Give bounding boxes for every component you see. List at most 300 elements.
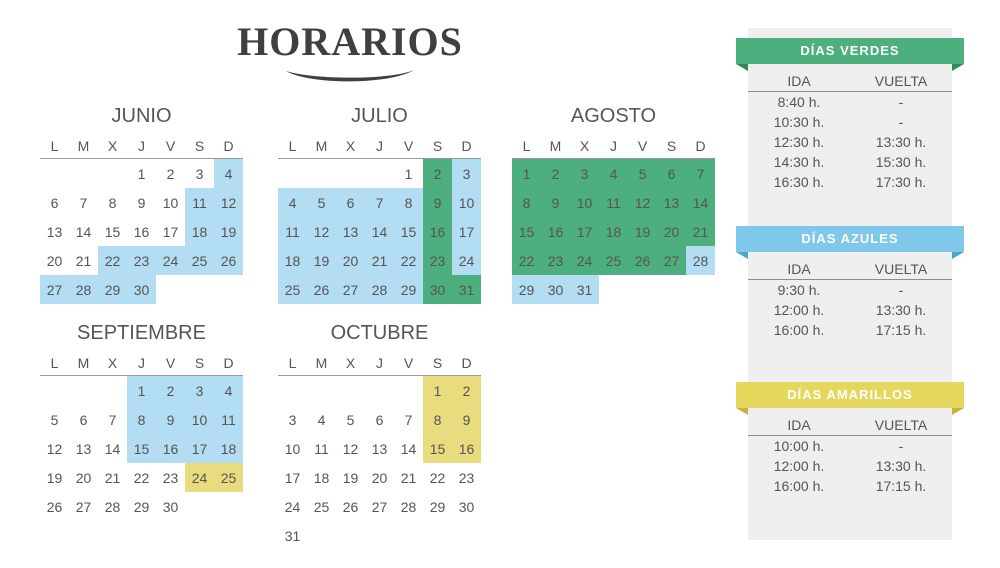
calendar-day-cell[interactable]: 4: [317, 411, 326, 428]
calendar-junio: [40, 105, 243, 304]
calendar-day-cell[interactable]: 2: [541, 159, 570, 189]
calendar-day-cell[interactable]: 25: [185, 246, 214, 275]
calendar-week-row: [278, 217, 481, 246]
calendar-day-cell[interactable]: 26: [342, 498, 359, 515]
weekday-header: V: [394, 134, 423, 159]
schedule-table-verdes: [748, 72, 952, 192]
schedule-cell-vuelta: 13:30 h.: [875, 302, 927, 318]
calendar-day-cell[interactable]: 6: [50, 194, 59, 211]
calendar-day-cell[interactable]: 30: [541, 275, 570, 304]
calendar-day-cell[interactable]: [98, 376, 127, 406]
legend-ribbon-label: DÍAS AMARILLOS: [787, 387, 913, 402]
schedule-cell-vuelta: 17:15 h.: [875, 478, 927, 494]
calendar-day-cell[interactable]: 28: [365, 275, 394, 304]
weekday-header: V: [156, 351, 185, 376]
calendar-day-cell[interactable]: 31: [570, 275, 599, 304]
calendar-julio: [278, 105, 481, 304]
calendar-day-cell[interactable]: 8: [127, 405, 156, 434]
calendar-agosto: [512, 105, 715, 304]
calendar-day-cell[interactable]: 21: [365, 246, 394, 275]
calendar-day-cell[interactable]: 29: [133, 498, 150, 515]
calendar-octubre: [278, 322, 481, 550]
calendar-day-cell[interactable]: 29: [512, 275, 541, 304]
calendar-day-cell[interactable]: 26: [46, 498, 63, 515]
schedule-table-amarillos: [748, 416, 952, 496]
calendar-day-cell[interactable]: 18: [185, 217, 214, 246]
calendar-day-cell[interactable]: 20: [46, 252, 63, 269]
calendar-day-cell[interactable]: [394, 376, 423, 406]
calendar-day-cell[interactable]: 20: [336, 246, 365, 275]
calendar-day-cell[interactable]: 9: [156, 405, 185, 434]
calendar-day-cell[interactable]: [185, 275, 214, 304]
calendar-week-row: [278, 521, 481, 550]
calendar-day-cell[interactable]: 11: [599, 188, 628, 217]
calendar-day-cell[interactable]: 1: [127, 376, 156, 406]
legend-ribbon-label: DÍAS AZULES: [801, 231, 899, 246]
weekday-header: D: [214, 351, 243, 376]
calendar-day-cell[interactable]: 13: [657, 188, 686, 217]
calendar-day-cell[interactable]: 16: [423, 217, 452, 246]
calendar-day-cell[interactable]: [307, 376, 336, 406]
calendar-day-cell[interactable]: 15: [127, 434, 156, 463]
calendar-day-cell[interactable]: 14: [365, 217, 394, 246]
calendar-day-cell[interactable]: 8: [394, 188, 423, 217]
calendar-day-cell[interactable]: 23: [458, 469, 475, 486]
calendar-day-cell[interactable]: 18: [599, 217, 628, 246]
calendar-day-cell[interactable]: 22: [394, 246, 423, 275]
calendar-day-cell[interactable]: 20: [371, 469, 388, 486]
calendar-day-cell[interactable]: 31: [284, 527, 301, 544]
calendar-day-cell[interactable]: 16: [133, 223, 150, 240]
calendar-day-cell[interactable]: 25: [599, 246, 628, 275]
schedule-row: [748, 132, 952, 152]
calendar-week-row: [278, 188, 481, 217]
weekday-header: J: [599, 134, 628, 159]
calendar-day-cell[interactable]: 29: [394, 275, 423, 304]
weekday-header: V: [394, 351, 423, 376]
weekday-header: X: [98, 351, 127, 376]
weekday-header: S: [423, 134, 452, 159]
calendar-day-cell[interactable]: 1: [137, 165, 146, 182]
calendar-day-cell[interactable]: 11: [314, 440, 329, 457]
calendar-day-cell[interactable]: 7: [365, 188, 394, 217]
calendar-day-cell[interactable]: 4: [278, 188, 307, 217]
calendar-day-cell[interactable]: 28: [686, 246, 715, 275]
calendar-week-row: [278, 246, 481, 275]
calendar-day-cell[interactable]: [40, 376, 69, 406]
calendar-day-cell[interactable]: 30: [423, 275, 452, 304]
schedule-row: [748, 172, 952, 192]
calendar-day-cell[interactable]: 27: [75, 498, 92, 515]
schedule-row: [748, 152, 952, 172]
schedule-cell-ida: 16:00 h.: [773, 478, 825, 494]
calendar-day-cell[interactable]: 9: [423, 188, 452, 217]
weekday-header: J: [365, 134, 394, 159]
calendar-day-cell[interactable]: 16: [156, 434, 185, 463]
calendar-day-cell[interactable]: 15: [512, 217, 541, 246]
calendar-day-cell[interactable]: [365, 376, 394, 406]
ribbon-tail-left: [736, 64, 748, 71]
calendar-day-cell[interactable]: 4: [214, 376, 243, 406]
weekday-header: L: [278, 351, 307, 376]
legend-ribbon-verdes: [736, 38, 964, 64]
calendar-day-cell[interactable]: [307, 521, 336, 550]
calendar-week-row: [40, 246, 243, 275]
calendar-day-cell[interactable]: 10: [162, 194, 179, 211]
weekday-header: S: [423, 351, 452, 376]
calendar-day-cell[interactable]: 21: [75, 252, 92, 269]
calendar-day-cell[interactable]: 4: [214, 159, 243, 189]
weekday-header: D: [452, 351, 481, 376]
calendar-week-row: [278, 405, 481, 434]
weekday-header: J: [127, 134, 156, 159]
calendar-day-cell[interactable]: 28: [104, 498, 121, 515]
calendar-week-row: [278, 492, 481, 521]
schedule-cell-ida: 9:30 h.: [777, 282, 821, 298]
weekday-header: J: [365, 351, 394, 376]
calendar-day-cell[interactable]: [185, 492, 214, 521]
calendar-day-cell[interactable]: 5: [307, 188, 336, 217]
calendar-day-cell[interactable]: 2: [156, 376, 185, 406]
calendar-day-cell[interactable]: 18: [278, 246, 307, 275]
calendar-day-cell[interactable]: 12: [628, 188, 657, 217]
calendar-day-cell[interactable]: 2: [166, 165, 175, 182]
calendar-day-cell[interactable]: 10: [284, 440, 301, 457]
calendar-week-row: [40, 405, 243, 434]
schedule-cell-vuelta: 17:30 h.: [875, 174, 927, 190]
schedule-cell-ida: 12:30 h.: [773, 134, 825, 150]
calendar-day-cell[interactable]: [214, 492, 243, 521]
schedule-cell-vuelta: 13:30 h.: [875, 134, 927, 150]
calendar-day-cell[interactable]: 13: [75, 440, 92, 457]
weekday-header: M: [307, 351, 336, 376]
calendar-day-cell[interactable]: 15: [104, 223, 121, 240]
weekday-header: L: [278, 134, 307, 159]
calendar-day-cell[interactable]: 17: [284, 469, 301, 486]
calendar-day-cell[interactable]: [307, 159, 336, 189]
calendar-day-cell[interactable]: 22: [133, 469, 150, 486]
calendar-week-row: [512, 188, 715, 217]
calendar-day-cell[interactable]: 28: [400, 498, 417, 515]
schedule-header-vuelta: VUELTA: [850, 72, 952, 92]
calendar-day-cell[interactable]: [365, 521, 394, 550]
calendar-day-cell[interactable]: 24: [570, 246, 599, 275]
calendar-day-cell[interactable]: 8: [108, 194, 117, 211]
calendar-day-cell[interactable]: 11: [185, 188, 214, 217]
calendar-day-cell[interactable]: 25: [214, 463, 243, 492]
calendar-day-cell[interactable]: 12: [342, 440, 359, 457]
calendar-week-row: [278, 275, 481, 304]
calendar-day-cell[interactable]: [336, 376, 365, 406]
calendar-day-cell[interactable]: 12: [46, 440, 63, 457]
calendar-day-cell[interactable]: [686, 275, 715, 304]
schedule-cell-ida: 16:00 h.: [773, 322, 825, 338]
calendar-day-cell[interactable]: 1: [404, 165, 413, 182]
schedule-cell-ida: 10:00 h.: [773, 438, 825, 454]
calendar-day-cell[interactable]: 24: [185, 463, 214, 492]
calendar-day-cell[interactable]: [98, 159, 127, 189]
calendar-day-cell[interactable]: 18: [313, 469, 330, 486]
calendar-day-cell[interactable]: [657, 275, 686, 304]
weekday-header: L: [40, 351, 69, 376]
weekday-header: M: [69, 351, 98, 376]
calendar-day-cell[interactable]: 13: [46, 223, 63, 240]
schedule-cell-ida: 8:40 h.: [777, 94, 821, 110]
calendar-day-cell[interactable]: 22: [512, 246, 541, 275]
schedule-row: [748, 436, 952, 457]
calendar-day-cell[interactable]: 15: [394, 217, 423, 246]
weekday-header: X: [336, 134, 365, 159]
calendar-day-cell[interactable]: [40, 159, 69, 189]
calendar-day-cell[interactable]: 25: [313, 498, 330, 515]
calendar-day-cell[interactable]: 17: [162, 223, 179, 240]
calendar-day-cell[interactable]: [156, 275, 185, 304]
calendar-grid: [40, 134, 243, 304]
calendar-day-cell[interactable]: 11: [214, 405, 243, 434]
calendar-day-cell[interactable]: 25: [278, 275, 307, 304]
calendar-day-cell[interactable]: 6: [336, 188, 365, 217]
calendar-day-cell[interactable]: 6: [657, 159, 686, 189]
calendar-day-cell[interactable]: 14: [686, 188, 715, 217]
weekday-header: M: [69, 134, 98, 159]
schedule-header-ida: IDA: [748, 416, 850, 436]
calendar-day-cell[interactable]: 17: [452, 217, 481, 246]
schedule-header-vuelta: VUELTA: [850, 416, 952, 436]
weekday-header: L: [512, 134, 541, 159]
calendar-day-cell[interactable]: 23: [541, 246, 570, 275]
calendar-day-cell[interactable]: 26: [307, 275, 336, 304]
calendar-day-cell[interactable]: 17: [185, 434, 214, 463]
calendar-day-cell[interactable]: 9: [452, 405, 481, 434]
schedule-cell-ida: 12:00 h.: [773, 302, 825, 318]
schedule-cell-ida: 16:30 h.: [773, 174, 825, 190]
weekday-header: D: [452, 134, 481, 159]
calendar-day-cell[interactable]: 23: [423, 246, 452, 275]
schedule-cell-vuelta: -: [898, 438, 904, 454]
calendar-day-cell[interactable]: 26: [628, 246, 657, 275]
calendar-day-cell[interactable]: 12: [307, 217, 336, 246]
calendar-day-cell[interactable]: 9: [541, 188, 570, 217]
calendar-day-cell[interactable]: [628, 275, 657, 304]
weekday-header: D: [686, 134, 715, 159]
schedule-header-vuelta: VUELTA: [850, 260, 952, 280]
calendar-month-name: JUNIO: [111, 105, 172, 127]
calendar-grid: [40, 351, 243, 521]
calendar-day-cell[interactable]: 24: [452, 246, 481, 275]
calendar-day-cell[interactable]: 7: [686, 159, 715, 189]
calendar-month-name: JULIO: [351, 105, 408, 127]
calendar-day-cell[interactable]: 30: [162, 498, 179, 515]
calendar-day-cell[interactable]: 16: [452, 434, 481, 463]
calendar-day-cell[interactable]: 13: [336, 217, 365, 246]
calendar-day-cell[interactable]: 22: [429, 469, 446, 486]
calendar-day-cell[interactable]: 26: [214, 246, 243, 275]
weekday-header: V: [628, 134, 657, 159]
calendar-day-cell[interactable]: 15: [423, 434, 452, 463]
calendar-day-cell[interactable]: 14: [75, 223, 92, 240]
calendar-day-cell[interactable]: [214, 275, 243, 304]
calendar-day-cell[interactable]: 17: [570, 217, 599, 246]
calendar-day-cell[interactable]: [69, 376, 98, 406]
calendar-day-cell[interactable]: [365, 159, 394, 189]
calendar-week-row: [40, 275, 243, 304]
schedule-cell-vuelta: -: [898, 114, 904, 130]
schedule-row: [748, 112, 952, 132]
calendar-day-cell[interactable]: 6: [79, 411, 88, 428]
calendar-day-cell[interactable]: [336, 521, 365, 550]
calendar-day-cell[interactable]: 2: [452, 376, 481, 406]
calendar-day-cell[interactable]: 18: [214, 434, 243, 463]
calendar-week-row: [278, 159, 481, 189]
calendar-day-cell[interactable]: 27: [371, 498, 388, 515]
calendar-week-row: [40, 188, 243, 217]
calendar-day-cell[interactable]: 20: [75, 469, 92, 486]
calendar-day-cell[interactable]: 27: [40, 275, 69, 304]
calendar-day-cell[interactable]: 21: [400, 469, 417, 486]
calendar-day-cell[interactable]: 3: [452, 159, 481, 189]
calendar-week-row: [278, 463, 481, 492]
calendar-day-cell[interactable]: 5: [628, 159, 657, 189]
calendar-day-cell[interactable]: 2: [423, 159, 452, 189]
weekday-header: X: [336, 351, 365, 376]
calendar-day-cell[interactable]: 5: [50, 411, 59, 428]
calendar-week-row: [278, 434, 481, 463]
calendar-day-cell[interactable]: 30: [127, 275, 156, 304]
calendar-week-row: [40, 492, 243, 521]
calendar-day-cell[interactable]: 27: [336, 275, 365, 304]
calendar-day-cell[interactable]: 4: [599, 159, 628, 189]
calendar-day-cell[interactable]: 14: [400, 440, 417, 457]
calendar-day-cell[interactable]: 1: [512, 159, 541, 189]
calendar-day-cell[interactable]: 19: [628, 217, 657, 246]
calendar-day-cell[interactable]: 7: [108, 411, 117, 428]
calendar-day-cell[interactable]: [599, 275, 628, 304]
calendar-day-cell[interactable]: 19: [46, 469, 63, 486]
calendar-day-cell[interactable]: [452, 521, 481, 550]
calendar-septiembre: [40, 322, 243, 521]
calendar-day-cell[interactable]: [69, 159, 98, 189]
calendars-area: [0, 100, 740, 560]
calendar-day-cell[interactable]: 22: [98, 246, 127, 275]
legend-ribbon-amarillos: [736, 382, 964, 408]
calendar-week-row: [512, 217, 715, 246]
schedule-cell-ida: 10:30 h.: [773, 114, 825, 130]
calendar-day-cell[interactable]: 10: [570, 188, 599, 217]
calendar-day-cell[interactable]: 7: [79, 194, 88, 211]
calendar-day-cell[interactable]: 10: [185, 405, 214, 434]
calendar-day-cell[interactable]: 14: [104, 440, 121, 457]
calendar-day-cell[interactable]: 1: [423, 376, 452, 406]
schedule-cell-vuelta: 15:30 h.: [875, 154, 927, 170]
calendar-day-cell[interactable]: 8: [423, 405, 452, 434]
calendar-day-cell[interactable]: 21: [686, 217, 715, 246]
calendar-day-cell[interactable]: 6: [375, 411, 384, 428]
weekday-header: L: [40, 134, 69, 159]
calendar-week-row: [40, 159, 243, 189]
schedule-header-ida: IDA: [748, 72, 850, 92]
schedule-row: [748, 280, 952, 301]
schedule-header-ida: IDA: [748, 260, 850, 280]
calendar-day-cell[interactable]: [394, 521, 423, 550]
calendar-day-cell[interactable]: 11: [278, 217, 307, 246]
calendar-day-cell[interactable]: 23: [127, 246, 156, 275]
calendar-day-cell[interactable]: 13: [371, 440, 388, 457]
calendar-day-cell[interactable]: [278, 376, 307, 406]
weekday-header: X: [98, 134, 127, 159]
calendar-day-cell[interactable]: 5: [346, 411, 355, 428]
schedule-row: [748, 476, 952, 496]
calendar-day-cell[interactable]: 29: [98, 275, 127, 304]
calendar-day-cell[interactable]: 30: [458, 498, 475, 515]
schedule-cell-vuelta: 17:15 h.: [875, 322, 927, 338]
schedule-cell-vuelta: -: [898, 282, 904, 298]
weekday-header: S: [185, 134, 214, 159]
calendar-day-cell[interactable]: 24: [284, 498, 301, 515]
weekday-header: J: [127, 351, 156, 376]
weekday-header: S: [657, 134, 686, 159]
calendar-day-cell[interactable]: 23: [162, 469, 179, 486]
page-title-block: [0, 18, 700, 90]
calendar-day-cell[interactable]: 16: [541, 217, 570, 246]
calendar-day-cell[interactable]: 21: [104, 469, 121, 486]
calendar-day-cell[interactable]: 10: [452, 188, 481, 217]
weekday-header: S: [185, 351, 214, 376]
calendar-day-cell[interactable]: 28: [69, 275, 98, 304]
calendar-day-cell[interactable]: 9: [137, 194, 146, 211]
calendar-month-name: AGOSTO: [570, 105, 657, 127]
calendar-week-row: [512, 275, 715, 304]
calendar-week-row: [40, 434, 243, 463]
calendar-grid: [512, 134, 715, 304]
calendar-week-row: [278, 376, 481, 406]
calendar-day-cell[interactable]: 3: [195, 165, 204, 182]
calendar-day-cell[interactable]: [336, 159, 365, 189]
calendar-day-cell[interactable]: 7: [404, 411, 413, 428]
legend-ribbon-azules: [736, 226, 964, 252]
schedule-table-azules: [748, 260, 952, 340]
weekday-header: V: [156, 134, 185, 159]
calendar-day-cell[interactable]: 20: [657, 217, 686, 246]
calendar-day-cell[interactable]: 3: [185, 376, 214, 406]
ribbon-tail-right: [952, 408, 964, 415]
calendar-day-cell[interactable]: 29: [429, 498, 446, 515]
calendar-day-cell[interactable]: 12: [214, 188, 243, 217]
calendar-day-cell[interactable]: 19: [342, 469, 359, 486]
weekday-header: M: [541, 134, 570, 159]
calendar-day-cell[interactable]: [423, 521, 452, 550]
schedule-cell-ida: 14:30 h.: [773, 154, 825, 170]
calendar-day-cell[interactable]: 31: [452, 275, 481, 304]
calendar-month-name: SEPTIEMBRE: [77, 322, 206, 344]
schedule-cell-vuelta: -: [898, 94, 904, 110]
title-swoosh-ornament: [0, 67, 700, 90]
schedule-row: [748, 92, 952, 113]
weekday-header: M: [307, 134, 336, 159]
calendar-day-cell[interactable]: 3: [570, 159, 599, 189]
calendar-day-cell[interactable]: [278, 159, 307, 189]
calendar-day-cell[interactable]: 3: [288, 411, 297, 428]
calendar-week-row: [40, 463, 243, 492]
calendar-day-cell[interactable]: 27: [657, 246, 686, 275]
ribbon-tail-left: [736, 252, 748, 259]
calendar-day-cell[interactable]: 24: [156, 246, 185, 275]
calendar-grid: [278, 351, 481, 550]
calendar-day-cell[interactable]: 8: [512, 188, 541, 217]
calendar-day-cell[interactable]: 19: [214, 217, 243, 246]
schedule-cell-vuelta: 13:30 h.: [875, 458, 927, 474]
weekday-header: D: [214, 134, 243, 159]
calendar-day-cell[interactable]: 19: [307, 246, 336, 275]
